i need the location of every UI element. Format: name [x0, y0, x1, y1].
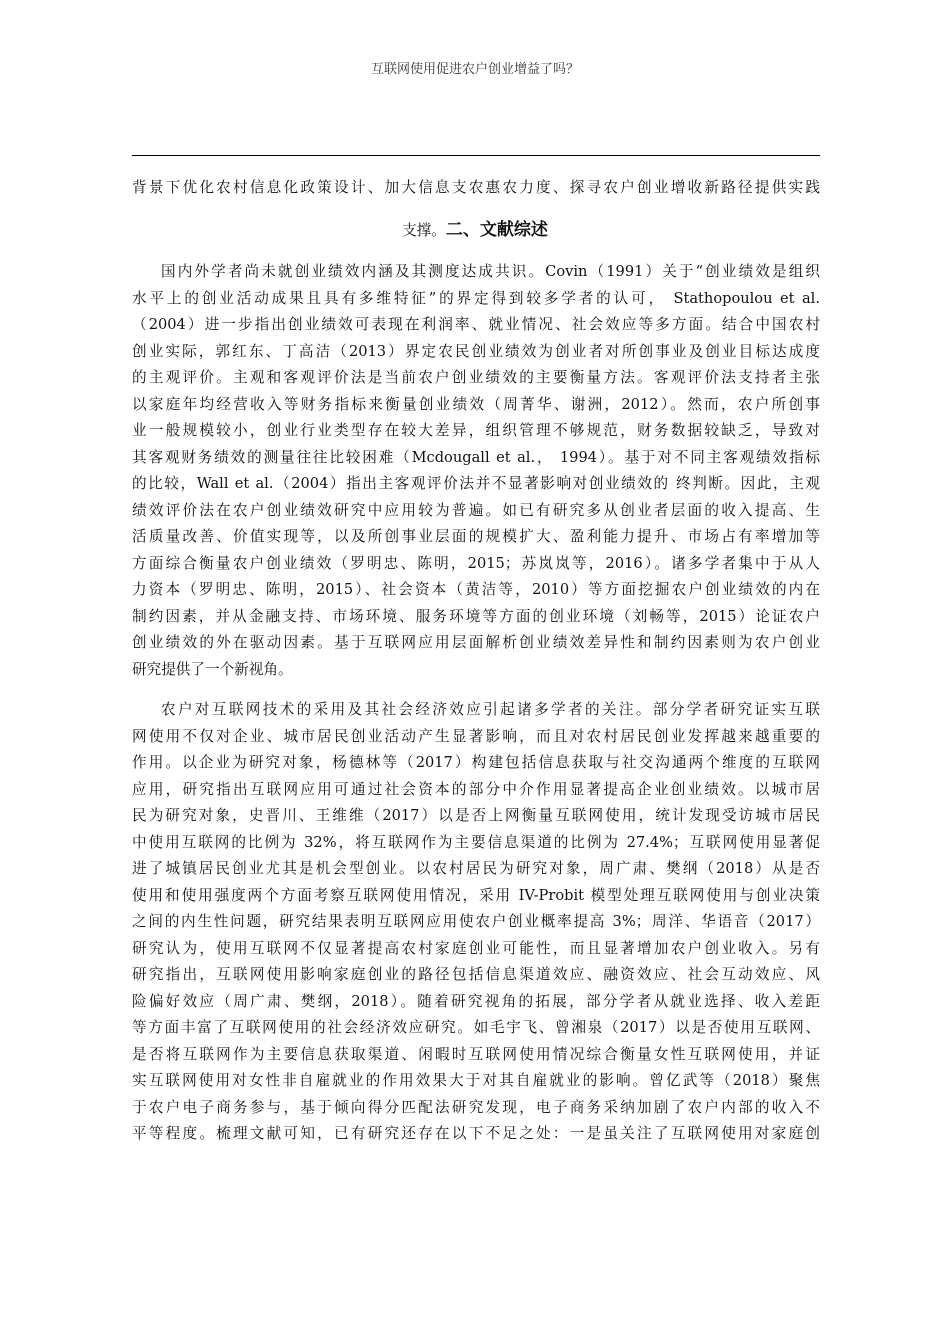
text-line: 中使用互联网的比例为 32%，将互联网作为主要信息渠道的比例为 27.4%；互联网使用显著促 — [132, 833, 820, 851]
text-line: 国内外学者尚未就创业绩效内涵及其测度达成共识。Covin（1991）关于“创业绩效是组织 — [161, 263, 820, 280]
text-line: 研究认为，使用互联网不仅显著提高农村家庭创业可能性，而且显著增加农户创业收入。另有 — [132, 939, 820, 957]
text-line: 使用和使用强度两个方面考察互联网使用情况，采用 IV-Probit 模型处理互联网使用与创业决策 — [132, 886, 820, 904]
text-line: 活质量改善、价值实现等，以及所创事业层面的规模扩大、盈利能力提升、市场占有率增加等 — [132, 528, 820, 545]
section-heading-line — [0, 216, 950, 245]
continuation-tail: 支撑。 — [402, 222, 446, 239]
text-line: 的比较，Wall et al.（2004）指出主客观评价法并不显著影响对创业绩效的 终判断。因此，主观 — [132, 475, 820, 492]
text-line: 研究提供了一个新视角。 — [132, 660, 293, 678]
text-line: 应用，研究指出互联网应用可通过社会资本的部分中介作用显著提高企业创业绩效。以城市居 — [132, 780, 820, 798]
text-line: 制约因素，并从金融支持、市场环境、服务环境等方面的创业环境（刘畅等，2015）论证农户 — [132, 607, 820, 625]
text-line: 方面综合衡量农户创业绩效（罗明忠、陈明，2015；苏岚岚等，2016）。诸多学者集中于从人 — [132, 554, 820, 572]
text-line: 平等程度。梳理文献可知，已有研究还存在以下不足之处：一是虽关注了互联网使用对家庭创 — [132, 1125, 820, 1142]
text-line: 力资本（罗明忠、陈明，2015）、社会资本（黄洁等，2010）等方面挖掘农户创业绩效的内在 — [132, 581, 820, 598]
text-line: 的主观评价。主观和客观评价法是当前农户创业绩效的主要衡量方法。客观评价法支持者主张 — [132, 369, 820, 386]
section-heading: 二、文献综述 — [445, 220, 548, 240]
text-line: 险偏好效应（周广肃、樊纲，2018）。随着研究视角的拓展，部分学者从就业选择、收入差距 — [132, 992, 820, 1010]
header-rule — [132, 155, 820, 156]
text-line: 创业绩效的外在驱动因素。基于互联网应用层面解析创业绩效差异性和制约因素则为农户创业 — [132, 634, 820, 651]
text-line: 创业实际，郭红东、丁高洁（2013）界定农民创业绩效为创业者对所创事业及创业目标达成度 — [132, 342, 820, 360]
text-line: 绩效评价法在农户创业绩效研究中应用较为普遍。如已有研究多从创业者层面的收入提高、生 — [132, 501, 820, 519]
text-line: 研究指出，互联网使用影响家庭创业的路径包括信息渠道效应、融资效应、社会互动效应、风 — [132, 966, 820, 983]
text-line: 民为研究对象，史晋川、王维维（2017）以是否上网衡量互联网使用，统计发现受访城市居民 — [132, 807, 820, 824]
text-line: 是否将互联网作为主要信息获取渠道、闲暇时互联网使用情况综合衡量女性互联网使用，并证 — [132, 1045, 820, 1063]
paragraph-1 — [132, 259, 820, 683]
text-line: 背景下优化农村信息化政策设计、加大信息支农惠农力度、探寻农户创业增收新路径提供实践 — [132, 179, 820, 196]
text-line: 之间的内生性问题，研究结果表明互联网应用使农户创业概率提高 3%；周洋、华语音（2017） — [132, 913, 820, 930]
text-line: 网使用不仅对企业、城市居民创业活动产生显著影响，而且对农村居民创业发挥越来越重要的 — [132, 727, 820, 745]
paragraph-2 — [132, 697, 820, 1148]
text-line: 其客观财务绩效的测量往往比较困难（Mcdougall et al.， 1994）。基于对不同主客观绩效指标 — [132, 448, 820, 466]
running-header: 互联网使用促进农户创业增益了吗？ — [370, 62, 579, 77]
text-line: 农户对互联网技术的采用及其社会经济效应引起诸多学者的关注。部分学者研究证实互联 — [161, 701, 820, 718]
text-line: （2004）进一步指出创业绩效可表现在利润率、就业情况、社会效应等多方面。结合中国农村 — [132, 316, 820, 333]
text-line: 作用。以企业为研究对象，杨德林等（2017）构建包括信息获取与社交沟通两个维度的互联网 — [132, 754, 820, 771]
text-line: 业一般规模较小，创业行业类型存在较大差异，组织管理不够规范，财务数据较缺乏，导致对 — [132, 422, 820, 439]
text-line: 进了城镇居民创业尤其是机会型创业。以农村居民为研究对象，周广肃、樊纲（2018）从是否 — [132, 860, 820, 877]
text-line: 水平上的创业活动成果且具有多维特征”的界定得到较多学者的认可， Stathopoulou et al. — [132, 289, 820, 307]
text-line: 等方面丰富了互联网使用的社会经济效应研究。如毛宇飞、曾湘泉（2017）以是否使用互联网、 — [132, 1019, 820, 1036]
text-line: 于农户电子商务参与，基于倾向得分匹配法研究发现，电子商务采纳加剧了农户内部的收入不 — [132, 1098, 820, 1116]
text-line: 以家庭年均经营收入等财务指标来衡量创业绩效（周菁华、谢洲，2012）。然而，农户所创事 — [132, 395, 820, 413]
text-line: 实互联网使用对女性非自雇就业的作用效果大于对其自雇就业的影响。曾亿武等（2018）聚焦 — [132, 1072, 820, 1089]
continuation-text — [132, 175, 820, 202]
